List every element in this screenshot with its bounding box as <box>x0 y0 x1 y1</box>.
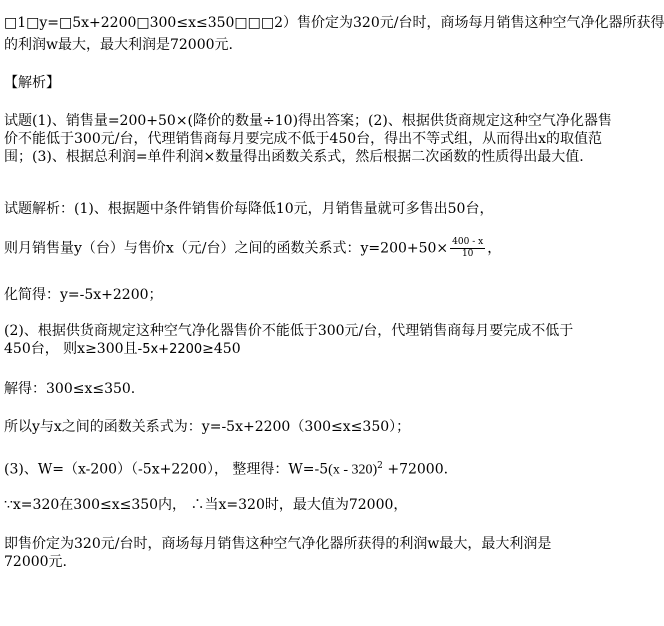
relation-suffix: ， <box>487 240 502 257</box>
part2-line-2 <box>4 340 241 359</box>
conclusion-line-1: 即售价定为320元/台时，商场每月销售这种空气净化器所获得的利润w最大，最大利润是 <box>4 536 552 552</box>
simplify-line: 化简得：y=-5x+2200； <box>4 287 163 303</box>
answer-line-1-rest: 320元/台时，商场每月销售这种空气净化器所获得 <box>353 15 664 31</box>
answer-line-2: 的利润w最大，最大利润是72000元. <box>4 37 233 53</box>
part2-line-2-b: -5x+2200 <box>137 342 203 357</box>
part2-line-1: (2)、根据供货商规定这种空气净化器售价不能低于300元/台，代理销售商每月要完成不低于 <box>4 323 574 339</box>
relation-full-line: 所以y与x之间的函数关系式为：y=-5x+2200（300≤x≤350）； <box>4 419 411 435</box>
since-line: ∵x=320在300≤x≤350内， ∴当x=320时，最大值为72000， <box>4 497 408 513</box>
part2-line-2-c: ≥450 <box>202 341 241 357</box>
conclusion-line-2: 72000元. <box>4 554 67 570</box>
part3-a: (3)、W=（x-200）（-5x+2200）， 整理得：W=-5 <box>4 461 329 478</box>
part3-c: +72000. <box>382 461 449 478</box>
part3-line <box>4 457 448 480</box>
answer-line-1-prefix: □1□y=□5x+2200□300≤x≤350□□□2）售价定为 <box>4 15 354 31</box>
part3-sup: 2 <box>377 461 383 471</box>
relation-line <box>4 237 501 260</box>
part2-line-2-a: 450台， 则x≥300且 <box>4 341 138 357</box>
part3-b: (x - 320) <box>328 462 378 478</box>
solution-part1-line: 试题解析：(1)、根据题中条件销售价每降低10元，月销售量就可多售出50台， <box>4 201 494 217</box>
relation-prefix: 则月销售量y（台）与售价x（元/台）之间的函数关系式：y=200+50× <box>4 240 449 257</box>
answer-line-1 <box>4 14 664 32</box>
solve-line: 解得：300≤x≤350. <box>4 381 136 397</box>
fraction <box>450 237 485 260</box>
fraction-numerator: 400 - x <box>452 237 484 247</box>
analysis-paragraph: 试题(1)、销售量=200+50×(降价的数量÷10)得出答案；(2)、根据供货商规定这种空气净化器售价不能低于300元/台，代理销售商每月要完成不低于450台，得出不等式组，从而得出x的取值范围；(3)、根据总利润=单件利润×数量得出函数关系式，然后根据二次函数的性质得出最大值. <box>4 113 612 165</box>
analysis-header: 【解析】 <box>4 75 60 91</box>
fraction-denominator: 10 <box>461 249 474 259</box>
